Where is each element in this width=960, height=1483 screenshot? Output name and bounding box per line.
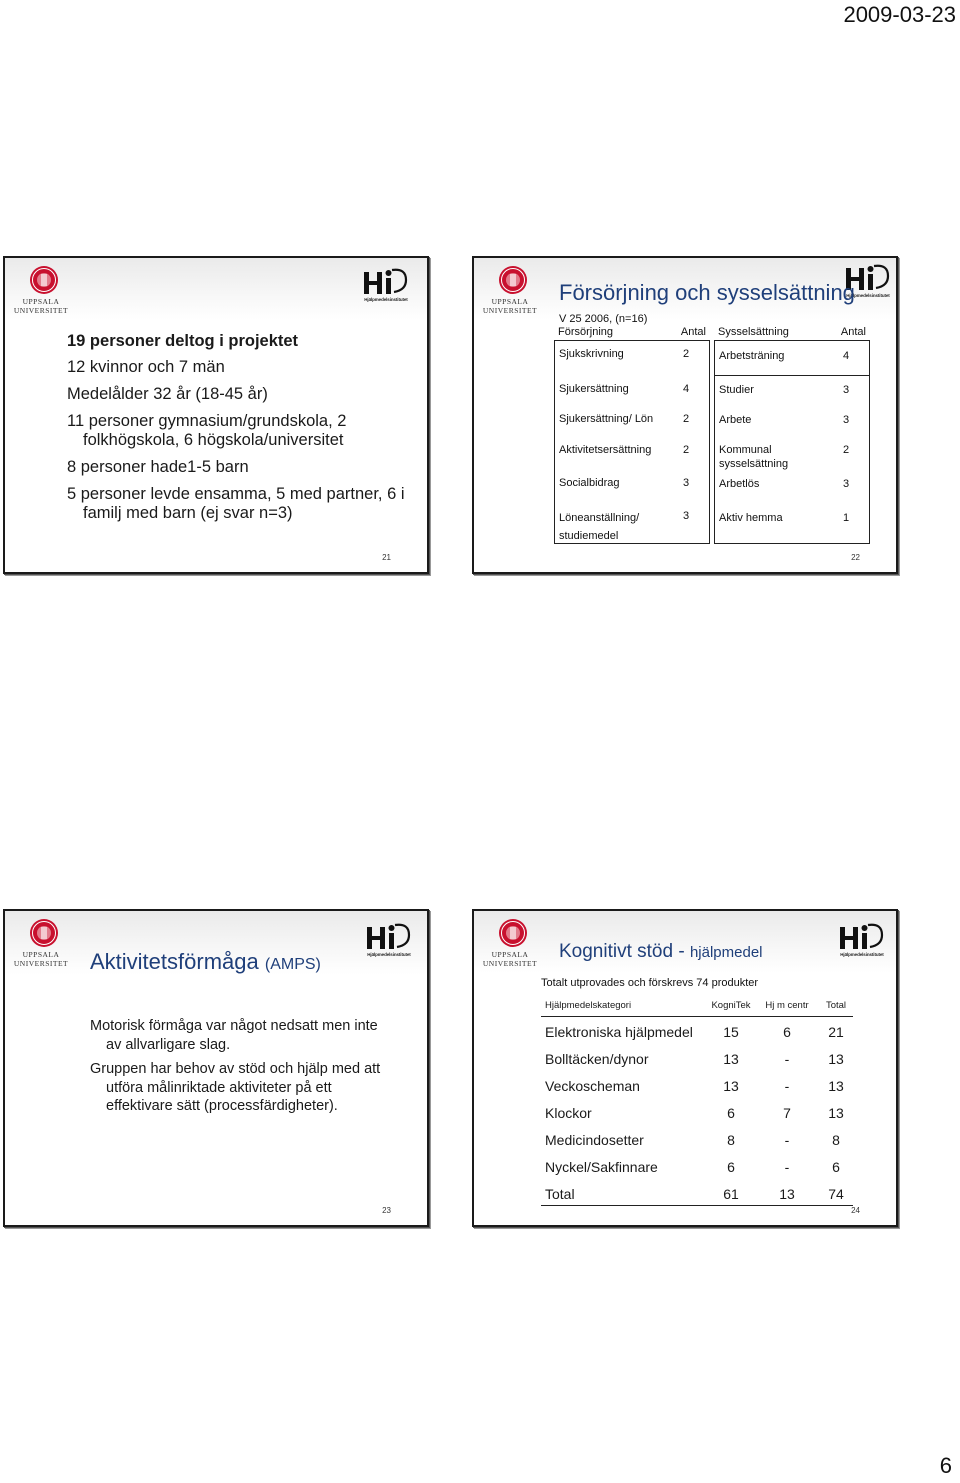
- uppsala-seal-icon: [29, 918, 59, 948]
- bullet-text: 8 personer hade1-5 barn: [67, 458, 249, 476]
- uppsala-seal-icon: [498, 265, 528, 295]
- slide-number: 23: [382, 1206, 391, 1215]
- hjalpmedelsinstitutet-logo: Hjälpmedelsinstitutet: [360, 266, 412, 306]
- slide-23: [3, 909, 429, 1227]
- slide-21-heading: 19 personer deltog i projektet: [67, 332, 299, 350]
- hi-logo-icon: [362, 266, 410, 296]
- sysselsattning-table: [714, 326, 870, 544]
- slide-22-title: Försörjning och sysselsättning: [559, 280, 855, 305]
- hi-logo-icon: [365, 921, 413, 951]
- hjalpmedelsinstitutet-logo: Hjälpmedelsinstitutet: [842, 262, 894, 302]
- bullet-text: 12 kvinnor och 7 män: [67, 358, 225, 376]
- slide-number: 24: [851, 1206, 860, 1215]
- slide-23-body: [90, 1017, 390, 1122]
- bullet-text: 11 personer gymnasium/grundskola, 2 folkhögskola, 6 högskola/universitet: [67, 412, 347, 449]
- slide-number: 21: [382, 553, 391, 562]
- slide-24-title: Kognitivt stöd - hjälpmedel: [559, 941, 763, 962]
- table-header: Försörjning Antal: [558, 326, 706, 338]
- slide-24-subtitle: Totalt utprovades och förskrevs 74 produkter: [541, 977, 759, 989]
- uppsala-university-logo: UPPSALA UNIVERSITET: [11, 917, 71, 973]
- table-row: Veckoscheman 13 - 13: [545, 1078, 844, 1094]
- slide-21: [3, 256, 429, 574]
- bullet-text: Medelålder 32 år (18-45 år): [67, 385, 268, 403]
- table-row: Arbetsträning 4: [715, 341, 869, 376]
- table-row: Klockor 6 7 13: [545, 1105, 844, 1121]
- slide-22: [472, 256, 898, 574]
- slide-21-body: [67, 332, 417, 531]
- hjalpmedelsinstitutet-logo: Hjälpmedelsinstitutet: [363, 921, 415, 961]
- table-body: Sjukskrivning 2 Sjukersättning 4 Sjukersättning/ Lön 2 Aktivitetsersättning 2 Socialbidrag 3 Löneanställning/ studiemedel 3: [554, 340, 710, 544]
- table-row: Elektroniska hjälpmedel 15 6 21: [545, 1024, 844, 1040]
- bullet-text: Motorisk förmåga var något nedsatt men inte av allvarligare slag.: [90, 1018, 378, 1053]
- table-row: Nyckel/Sakfinnare 6 - 6: [545, 1159, 840, 1175]
- uppsala-seal-icon: [29, 265, 59, 295]
- table-header: Hjälpmedelskategori KogniTek Hj m centr Total: [541, 996, 853, 1017]
- hi-logo-icon: [838, 921, 886, 951]
- table-header: Sysselsättning Antal: [718, 326, 866, 338]
- slide-number: 22: [851, 553, 860, 562]
- bullet-text: Gruppen har behov av stöd och hjälp med att utföra målinriktade aktiviteter på ett effektivare sätt (processfärdigheter).: [90, 1061, 381, 1114]
- table-row: Bolltäcken/dynor 13 - 13: [545, 1051, 844, 1067]
- uppsala-university-logo: UPPSALA UNIVERSITET: [480, 264, 540, 320]
- forsorjning-table: [554, 326, 710, 544]
- slide-23-title: Aktivitetsförmåga (AMPS): [90, 949, 321, 974]
- slide-22-subtitle: V 25 2006, (n=16): [559, 313, 648, 325]
- table-row-total: Total 61 13 74: [541, 1179, 853, 1206]
- hjalpmedel-table: [541, 996, 853, 1206]
- slide-24: [472, 909, 898, 1227]
- page-date: 2009-03-23: [843, 2, 956, 27]
- page-number: 6: [939, 1453, 952, 1478]
- hjalpmedelsinstitutet-logo: Hjälpmedelsinstitutet: [836, 921, 888, 961]
- bullet-text: 5 personer levde ensamma, 5 med partner, 6 i familj med barn (ej svar n=3): [67, 485, 405, 522]
- uppsala-university-logo: UPPSALA UNIVERSITET: [480, 917, 540, 973]
- table-row: Medicindosetter 8 - 8: [545, 1132, 840, 1148]
- uppsala-seal-icon: [498, 918, 528, 948]
- uppsala-university-logo: UPPSALA UNIVERSITET: [11, 264, 71, 320]
- table-body: Arbetsträning 4 Studier 3 Arbete 3 Kommunal sysselsättning 2 Arbetlös 3 Aktiv hemma 1: [714, 340, 870, 544]
